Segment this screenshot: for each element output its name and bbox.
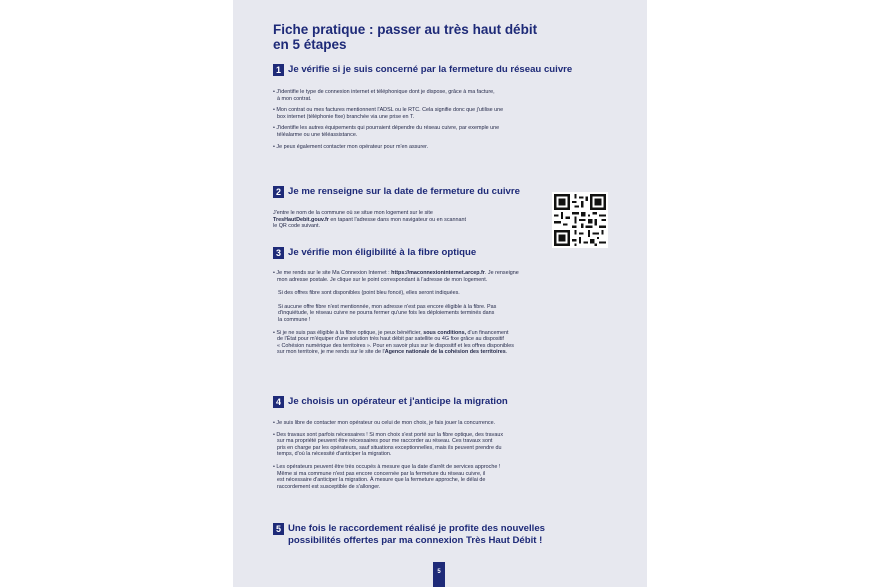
- section-3-heading: [273, 247, 476, 259]
- section-2-heading: [273, 186, 520, 198]
- section-2-body: J'entre le nom de la commune où se situe mon logement sur le site TresHautDebit.gouv.fr en tapant l'adresse dans mon navigateur ou en scannant le QR code suivant.: [273, 210, 467, 230]
- section-1-heading: [273, 64, 572, 76]
- section-4-heading: [273, 396, 508, 408]
- section-title: Une fois le raccordement réalisé je profite des nouvelles: [288, 523, 545, 534]
- section-3-body: • Je me rends sur le site Ma Connexion Internet : https://maconnexioninternet.arcep.fr. Je renseigne mon adresse postale. Je clique sur le point correspondant à l'adresse de mon logement. Si des offres fibre sont disponibles (point bleu foncé), elles seront indiquées. Si aucune offre fibre n'est mentionnée, mon adresse n'est pas encore éligible à la fibre. Pas d'inquiétude, le réseau cuivre ne pourra fermer qu'une fois les déploiements terminés dans la commune ! • Si je ne suis pas éligible à la fibre optique, je peux bénéficier, sous conditions, d'un financement de l'État pour m'équiper d'une solution très haut débit par satellite ou 4G fixe grâce au dispositif « Cohésion numérique des territoires ». Pour en savoir plus sur le dispositif et les offres disponibles sur mon territoire, je me rends sur le site de l'Agence nationale de la cohésion des territoires.: [273, 270, 519, 356]
- ancdt-link[interactable]: Agence nationale de la cohésion des territoires: [384, 349, 506, 356]
- arcep-link[interactable]: https://maconnexioninternet.arcep.fr: [391, 270, 485, 276]
- section-title: possibilités offertes par ma connexion Très Haut Débit !: [288, 535, 543, 546]
- section-5-heading: [273, 523, 545, 547]
- section-number: 4: [273, 396, 284, 408]
- section-number: 5: [273, 523, 284, 535]
- page-number: 5: [433, 562, 445, 587]
- section-number: 3: [273, 247, 284, 259]
- page-title: Fiche pratique : passer au très haut débit en 5 étapes: [273, 22, 538, 52]
- section-title: Je me renseigne sur la date de fermeture du cuivre: [288, 186, 520, 197]
- site-link[interactable]: TresHautDebit.gouv.fr: [273, 216, 329, 223]
- section-title: Je vérifie si je suis concerné par la fermeture du réseau cuivre: [288, 64, 573, 75]
- document-page: [233, 0, 647, 587]
- qr-code-icon[interactable]: [552, 192, 608, 248]
- section-title: Je choisis un opérateur et j'anticipe la migration: [288, 396, 508, 407]
- section-number: 1: [273, 64, 284, 76]
- section-4-body: • Je suis libre de contacter mon opérateur ou celui de mon choix, je fais jouer la concurrence. • Des travaux sont parfois nécessaires ! Si mon choix s'est porté sur la fibre optique, des travaux sur ma propriété peuvent être nécessaires pour me raccorder au réseau. Ces travaux sont pris en charge par les opérateurs, sauf situations exceptionnelles, mais ils peuvent prendre du temps, d'où la nécessité d'anticiper la migration. • Les opérateurs peuvent être très occupés à mesure que la date d'arrêt de services approche ! Même si ma commune n'est pas encore concernée par la fermeture du réseau cuivre, il est nécessaire d'anticiper la migration. À mesure que la fermeture approche, le délai de raccordement est susceptible de s'allonger.: [273, 420, 504, 490]
- section-number: 2: [273, 186, 284, 198]
- section-1-body: • J'identifie le type de connexion internet et téléphonique dont je dispose, grâce à ma facture, à mon contrat. • Mon contrat ou mes factures mentionnent l'ADSL ou le RTC. Cela signifie donc que j'utilise une box internet (téléphonie fixe) branchée via une prise en T. • J'identifie les autres équipements qui pourraient dépendre du réseau cuivre, par exemple une téléalarme ou une téléassistance. • Je peux également contacter mon opérateur pour m'en assurer.: [273, 89, 504, 150]
- section-title: Je vérifie mon éligibilité à la fibre optique: [288, 247, 477, 258]
